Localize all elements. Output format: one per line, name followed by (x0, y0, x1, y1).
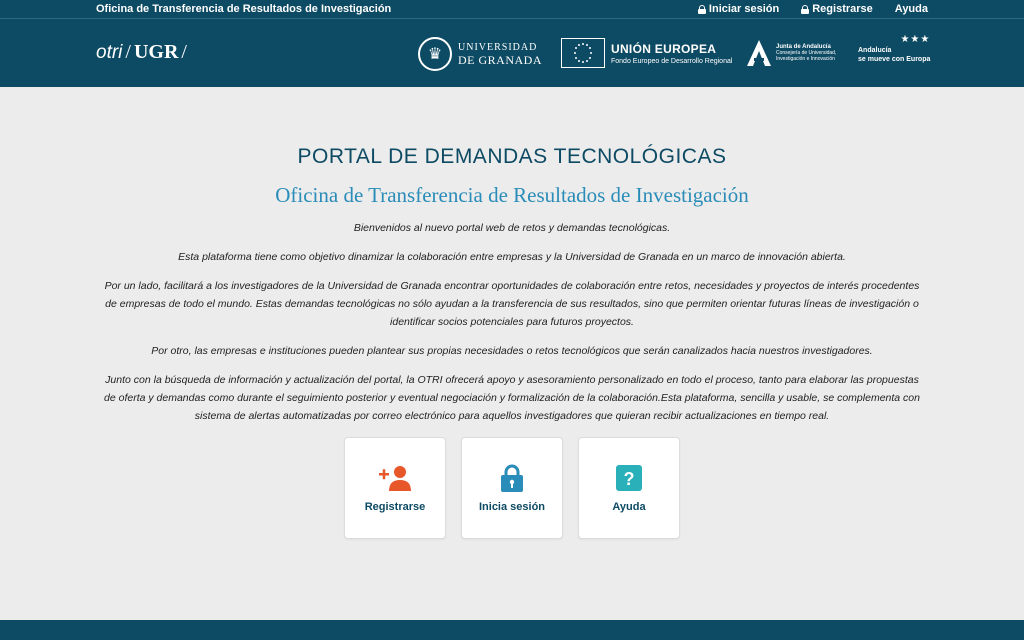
eu-flag-icon (561, 38, 605, 68)
help-icon (615, 463, 643, 493)
action-cards (344, 437, 680, 539)
junta-a-icon (746, 39, 772, 67)
login-link[interactable] (698, 3, 779, 15)
register-link-label: Registrarse (812, 3, 873, 15)
andalucia-europa-logo[interactable] (858, 35, 930, 64)
register-card[interactable] (344, 437, 446, 539)
junta-line2: Consejería de Universidad, (776, 50, 837, 56)
brand-slash: / (125, 41, 131, 63)
junta-line1: Junta de Andalucía (776, 44, 831, 50)
intro-text (100, 219, 924, 436)
register-link[interactable] (801, 3, 873, 15)
register-card-label: Registrarse (364, 501, 426, 513)
footer (0, 620, 1024, 640)
stars-icon: ★★★ (900, 34, 931, 45)
ugr-logo[interactable] (418, 37, 542, 71)
ugr-seal-icon: ♛ (418, 37, 452, 71)
ugr-logo-line2: DE GRANADA (458, 53, 542, 67)
brand-otri: otri (96, 42, 123, 63)
add-user-icon (378, 463, 412, 493)
junta-line3: Investigación e Innovación (776, 56, 835, 62)
intro-paragraph: Esta plataforma tiene como objetivo dinamizar la colaboración entre empresas y la Universidad de Granada en un marco de innovación abierta. (178, 251, 846, 263)
help-link[interactable]: Ayuda (894, 3, 928, 15)
main-content (0, 87, 1024, 620)
eu-logo[interactable] (561, 38, 732, 68)
page-title: PORTAL DE DEMANDAS TECNOLÓGICAS (297, 145, 727, 168)
login-card[interactable] (461, 437, 563, 539)
lock-icon (801, 5, 809, 14)
eu-logo-line2: Fondo Europeo de Desarrollo Regional (611, 57, 733, 65)
lock-icon (698, 5, 706, 14)
intro-paragraph: Por un lado, facilitará a los investigadores de la Universidad de Granada encontrar oportunidades de colaboración entre retos, necesidades y proyectos de interés procedentes de empresas de todo el mundo. Estas demandas tecnológicas no sólo ayudan a la transferencia de sus resultados, sino que permiten orientar futuras líneas de investigación o identificar socios potenciales para futuros proyectos. (104, 280, 920, 328)
site-name: Oficina de Transferencia de Resultados de Investigación (96, 3, 392, 15)
intro-paragraph: Por otro, las empresas e instituciones pueden plantear sus propias necesidades o retos tecnológicos que serán canalizados hacia nuestros investigadores. (151, 345, 873, 357)
andalucia-line2: se mueve con Europa (858, 56, 931, 63)
lock-icon (500, 463, 524, 493)
login-card-label: Inicia sesión (478, 501, 546, 513)
intro-paragraph: Junto con la búsqueda de información y actualización del portal, la OTRI ofrecerá apoyo y asesoramiento personalizado en todo el proceso, tanto para elaborar las propuestas de oferta y demandas como durante el seguimiento posterior y eventual negociación y formalización de la colaboración.Esta plataforma, sencilla y usable, se complementa con sistema de alertas automatizadas por correo electrónico para aquellos investigadores que quieran recibir actualizaciones en tiempo real. (104, 374, 920, 422)
page-subtitle: Oficina de Transferencia de Resultados de Investigación (275, 183, 749, 207)
brand-slash: / (181, 41, 187, 63)
svg-text:?: ? (623, 469, 635, 489)
ugr-logo-line1: UNIVERSIDAD (458, 42, 538, 53)
top-links (698, 3, 928, 15)
brand-ugr: UGR (133, 41, 179, 63)
top-bar (0, 0, 1024, 19)
header (0, 19, 1024, 87)
eu-logo-line1: UNIÓN EUROPEA (611, 41, 717, 56)
login-link-label: Iniciar sesión (708, 3, 780, 15)
andalucia-line1: Andalucía (858, 47, 892, 54)
junta-andalucia-logo[interactable] (746, 39, 836, 67)
help-card-label: Ayuda (612, 501, 646, 513)
help-card[interactable] (578, 437, 680, 539)
otri-ugr-logo[interactable] (96, 41, 190, 64)
intro-paragraph: Bienvenidos al nuevo portal web de retos y demandas tecnológicas. (353, 222, 671, 234)
